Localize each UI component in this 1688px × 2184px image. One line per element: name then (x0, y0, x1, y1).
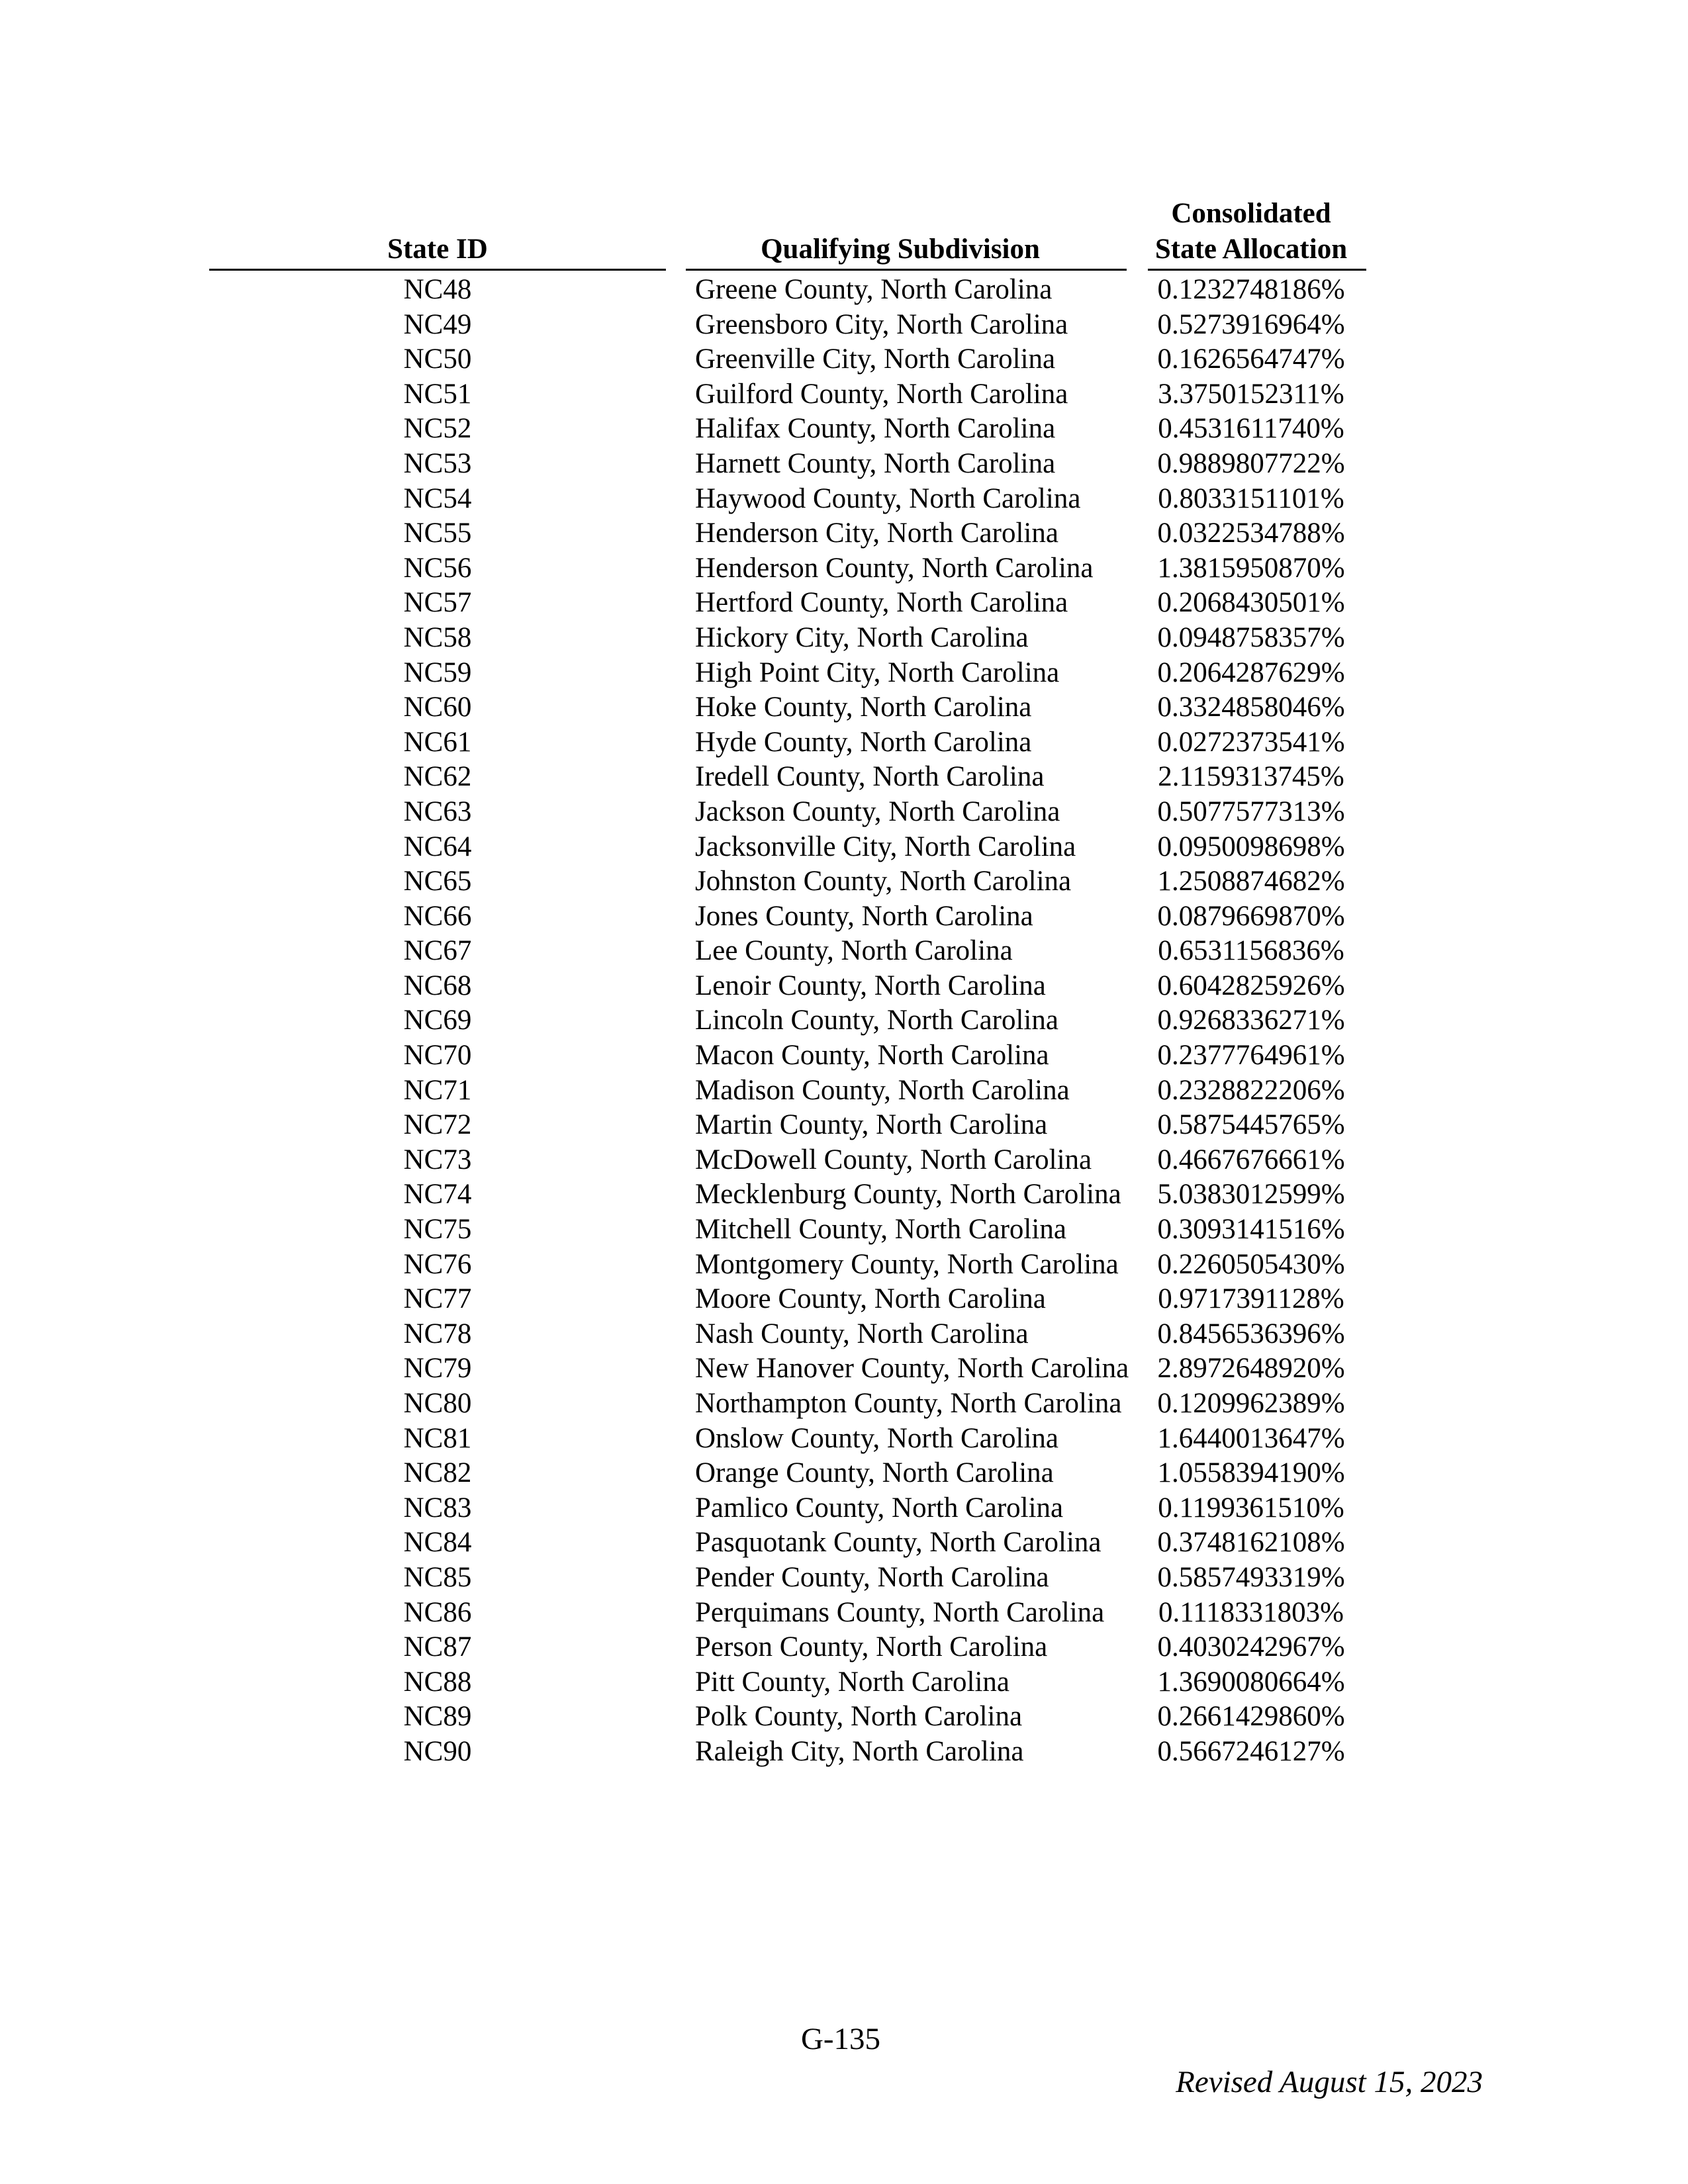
subdivision-cell: Madison County, North Carolina (695, 1074, 1070, 1106)
allocation-cell: 0.8456536396% (1157, 1318, 1345, 1349)
allocation-cell: 0.5875445765% (1157, 1109, 1345, 1141)
state-id-cell: NC69 (403, 1005, 472, 1036)
table-row (0, 1073, 1688, 1109)
state-id-cell: NC54 (403, 482, 472, 514)
allocation-cell: 1.2508874682% (1157, 866, 1345, 897)
subdivision-cell: Greenville City, North Carolina (695, 343, 1056, 375)
table-row (0, 760, 1688, 795)
allocation-cell: 1.0558394190% (1157, 1457, 1345, 1489)
state-id-cell: NC89 (403, 1701, 472, 1733)
subdivision-cell: Raleigh City, North Carolina (695, 1735, 1024, 1767)
allocation-cell: 0.1232748186% (1157, 274, 1345, 305)
table-row (0, 899, 1688, 934)
subdivision-cell: Hyde County, North Carolina (695, 726, 1032, 758)
table-row (0, 1248, 1688, 1283)
allocation-cell: 0.8033151101% (1158, 482, 1344, 514)
subdivision-cell: Pasquotank County, North Carolina (695, 1527, 1102, 1559)
state-id-cell: NC87 (403, 1631, 472, 1663)
allocation-cell: 0.9889807722% (1157, 447, 1345, 479)
state-id-cell: NC85 (403, 1561, 472, 1593)
allocation-cell: 0.9268336271% (1157, 1005, 1345, 1036)
allocation-cell: 1.3690080664% (1157, 1666, 1345, 1698)
state-id-cell: NC50 (403, 343, 472, 375)
allocation-cell: 3.3750152311% (1158, 378, 1344, 410)
table-row (0, 1422, 1688, 1457)
subdivision-cell: Greensboro City, North Carolina (695, 308, 1068, 340)
subdivision-cell: Hertford County, North Carolina (695, 587, 1068, 619)
table-row (0, 1491, 1688, 1526)
allocation-cell: 0.1626564747% (1157, 343, 1345, 375)
state-id-cell: NC71 (403, 1074, 472, 1106)
subdivision-cell: Hickory City, North Carolina (695, 621, 1029, 653)
table-row (0, 621, 1688, 656)
allocation-cell: 5.0383012599% (1157, 1179, 1345, 1210)
state-id-cell: NC79 (403, 1353, 472, 1385)
table-row (0, 551, 1688, 586)
state-id-cell: NC48 (403, 274, 472, 305)
subdivision-cell: New Hanover County, North Carolina (695, 1353, 1129, 1385)
allocation-cell: 0.3748162108% (1157, 1527, 1345, 1559)
table-row (0, 1282, 1688, 1317)
allocation-cell: 0.1199361510% (1158, 1492, 1344, 1524)
page-number: G-135 (800, 2022, 881, 2056)
revision-date: Revised August 15, 2023 (1176, 2065, 1483, 2099)
allocation-cell: 0.6531156836% (1158, 935, 1344, 967)
state-id-cell: NC86 (403, 1596, 472, 1628)
allocation-cell: 0.0272373541% (1157, 726, 1345, 758)
state-id-cell: NC56 (403, 552, 472, 584)
subdivision-cell: Jones County, North Carolina (695, 900, 1033, 932)
table-row (0, 1456, 1688, 1491)
allocation-cell: 0.5667246127% (1157, 1735, 1345, 1767)
allocation-cell: 2.8972648920% (1157, 1353, 1345, 1385)
state-id-cell: NC82 (403, 1457, 472, 1489)
state-id-cell: NC84 (403, 1527, 472, 1559)
table-row (0, 830, 1688, 865)
table-row (0, 1177, 1688, 1212)
table-row (0, 1596, 1688, 1631)
subdivision-cell: Nash County, North Carolina (695, 1318, 1029, 1349)
allocation-cell: 0.0948758357% (1157, 621, 1345, 653)
allocation-cell: 0.0879669870% (1157, 900, 1345, 932)
table-row (0, 586, 1688, 621)
allocation-cell: 0.4030242967% (1157, 1631, 1345, 1663)
subdivision-cell: Henderson City, North Carolina (695, 518, 1058, 549)
table-row (0, 1630, 1688, 1665)
table-row (0, 1665, 1688, 1700)
state-id-cell: NC70 (403, 1040, 472, 1071)
table-row (0, 1387, 1688, 1422)
header-consolidated-state-allocation (1139, 196, 1364, 267)
subdivision-cell: Halifax County, North Carolina (695, 413, 1056, 445)
state-id-cell: NC68 (403, 970, 472, 1001)
allocation-cell: 0.5077577313% (1157, 796, 1345, 827)
allocation-cell: 0.5857493319% (1157, 1561, 1345, 1593)
table-row (0, 795, 1688, 830)
subdivision-cell: Johnston County, North Carolina (695, 866, 1072, 897)
subdivision-cell: Martin County, North Carolina (695, 1109, 1048, 1141)
state-id-cell: NC77 (403, 1283, 472, 1315)
header-qualifying-subdivision: Qualifying Subdivision (761, 234, 1040, 265)
allocation-cell: 0.0950098698% (1157, 831, 1345, 862)
table-row (0, 308, 1688, 343)
state-id-cell: NC67 (403, 935, 472, 967)
state-id-cell: NC75 (403, 1214, 472, 1246)
state-id-cell: NC51 (403, 378, 472, 410)
header-allocation-line: State Allocation (1154, 234, 1348, 265)
allocation-cell: 0.1209962389% (1157, 1388, 1345, 1419)
allocation-cell: 0.2068430501% (1157, 587, 1345, 619)
table-row (0, 516, 1688, 551)
allocation-cell: 2.1159313745% (1158, 761, 1344, 793)
state-id-cell: NC52 (403, 413, 472, 445)
subdivision-cell: Macon County, North Carolina (695, 1040, 1049, 1071)
subdivision-cell: McDowell County, North Carolina (695, 1144, 1092, 1175)
state-id-cell: NC90 (403, 1735, 472, 1767)
subdivision-cell: Jacksonville City, North Carolina (695, 831, 1076, 862)
table-row (0, 934, 1688, 969)
state-id-cell: NC78 (403, 1318, 472, 1349)
subdivision-cell: Haywood County, North Carolina (695, 482, 1081, 514)
table-row (0, 273, 1688, 308)
table-row (0, 1143, 1688, 1178)
state-id-cell: NC53 (403, 447, 472, 479)
subdivision-cell: Pender County, North Carolina (695, 1561, 1049, 1593)
table-row (0, 969, 1688, 1004)
header-allocation-line: Consolidated (1171, 198, 1331, 229)
state-id-cell: NC88 (403, 1666, 472, 1698)
subdivision-cell: Polk County, North Carolina (695, 1701, 1023, 1733)
state-id-cell: NC58 (403, 621, 472, 653)
subdivision-cell: Lee County, North Carolina (695, 935, 1013, 967)
header-rule-state-id (209, 269, 666, 271)
state-id-cell: NC76 (403, 1248, 472, 1280)
table-row (0, 1212, 1688, 1248)
allocation-table-body (0, 273, 1688, 1770)
state-id-cell: NC59 (403, 657, 472, 688)
subdivision-cell: Hoke County, North Carolina (695, 692, 1032, 723)
subdivision-cell: Pitt County, North Carolina (695, 1666, 1009, 1698)
state-id-cell: NC66 (403, 900, 472, 932)
state-id-cell: NC65 (403, 866, 472, 897)
state-id-cell: NC61 (403, 726, 472, 758)
allocation-cell: 0.6042825926% (1157, 970, 1345, 1001)
state-id-cell: NC63 (403, 796, 472, 827)
allocation-cell: 0.0322534788% (1157, 518, 1345, 549)
table-row (0, 1351, 1688, 1387)
allocation-cell: 0.2064287629% (1157, 657, 1345, 688)
allocation-cell: 0.2377764961% (1157, 1040, 1345, 1071)
state-id-cell: NC80 (403, 1388, 472, 1419)
table-row (0, 1038, 1688, 1073)
allocation-cell: 0.5273916964% (1157, 308, 1345, 340)
subdivision-cell: Iredell County, North Carolina (695, 761, 1045, 793)
subdivision-cell: Jackson County, North Carolina (695, 796, 1060, 827)
subdivision-cell: Pamlico County, North Carolina (695, 1492, 1064, 1524)
table-row (0, 342, 1688, 377)
table-row (0, 1317, 1688, 1352)
subdivision-cell: Mitchell County, North Carolina (695, 1214, 1066, 1246)
table-row (0, 1700, 1688, 1735)
allocation-cell: 0.3324858046% (1157, 692, 1345, 723)
subdivision-cell: Orange County, North Carolina (695, 1457, 1054, 1489)
subdivision-cell: Greene County, North Carolina (695, 274, 1053, 305)
table-row (0, 1003, 1688, 1038)
subdivision-cell: Montgomery County, North Carolina (695, 1248, 1119, 1280)
state-id-cell: NC49 (403, 308, 472, 340)
state-id-cell: NC81 (403, 1422, 472, 1454)
subdivision-cell: Harnett County, North Carolina (695, 447, 1056, 479)
state-id-cell: NC72 (403, 1109, 472, 1141)
allocation-cell: 1.6440013647% (1157, 1422, 1345, 1454)
table-row (0, 1525, 1688, 1561)
state-id-cell: NC57 (403, 587, 472, 619)
subdivision-cell: Onslow County, North Carolina (695, 1422, 1059, 1454)
subdivision-cell: Perquimans County, North Carolina (695, 1596, 1105, 1628)
subdivision-cell: Mecklenburg County, North Carolina (695, 1179, 1121, 1210)
header-rule-subdivision (686, 269, 1127, 271)
header-rule-allocation (1148, 269, 1366, 271)
state-id-cell: NC83 (403, 1492, 472, 1524)
allocation-cell: 0.3093141516% (1157, 1214, 1345, 1246)
subdivision-cell: Lincoln County, North Carolina (695, 1005, 1058, 1036)
subdivision-cell: Moore County, North Carolina (695, 1283, 1046, 1315)
table-row (0, 690, 1688, 725)
state-id-cell: NC73 (403, 1144, 472, 1175)
table-row (0, 1561, 1688, 1596)
allocation-cell: 0.2661429860% (1157, 1701, 1345, 1733)
subdivision-cell: Lenoir County, North Carolina (695, 970, 1046, 1001)
allocation-cell: 0.4667676661% (1157, 1144, 1345, 1175)
subdivision-cell: Guilford County, North Carolina (695, 378, 1068, 410)
allocation-cell: 0.2260505430% (1157, 1248, 1345, 1280)
state-id-cell: NC74 (403, 1179, 472, 1210)
table-row (0, 1735, 1688, 1770)
allocation-cell: 0.9717391128% (1158, 1283, 1344, 1315)
allocation-cell: 0.1118331803% (1158, 1596, 1344, 1628)
subdivision-cell: High Point City, North Carolina (695, 657, 1060, 688)
state-id-cell: NC60 (403, 692, 472, 723)
header-state-id: State ID (387, 234, 488, 265)
subdivision-cell: Person County, North Carolina (695, 1631, 1048, 1663)
table-row (0, 447, 1688, 482)
table-row (0, 377, 1688, 412)
table-row (0, 725, 1688, 760)
table-row (0, 412, 1688, 447)
allocation-cell: 0.4531611740% (1158, 413, 1344, 445)
subdivision-cell: Henderson County, North Carolina (695, 552, 1094, 584)
allocation-cell: 1.3815950870% (1157, 552, 1345, 584)
table-row (0, 864, 1688, 899)
state-id-cell: NC62 (403, 761, 472, 793)
table-row (0, 1108, 1688, 1143)
table-row (0, 656, 1688, 691)
table-row (0, 482, 1688, 517)
subdivision-cell: Northampton County, North Carolina (695, 1388, 1122, 1419)
state-id-cell: NC64 (403, 831, 472, 862)
state-id-cell: NC55 (403, 518, 472, 549)
allocation-cell: 0.2328822206% (1157, 1074, 1345, 1106)
